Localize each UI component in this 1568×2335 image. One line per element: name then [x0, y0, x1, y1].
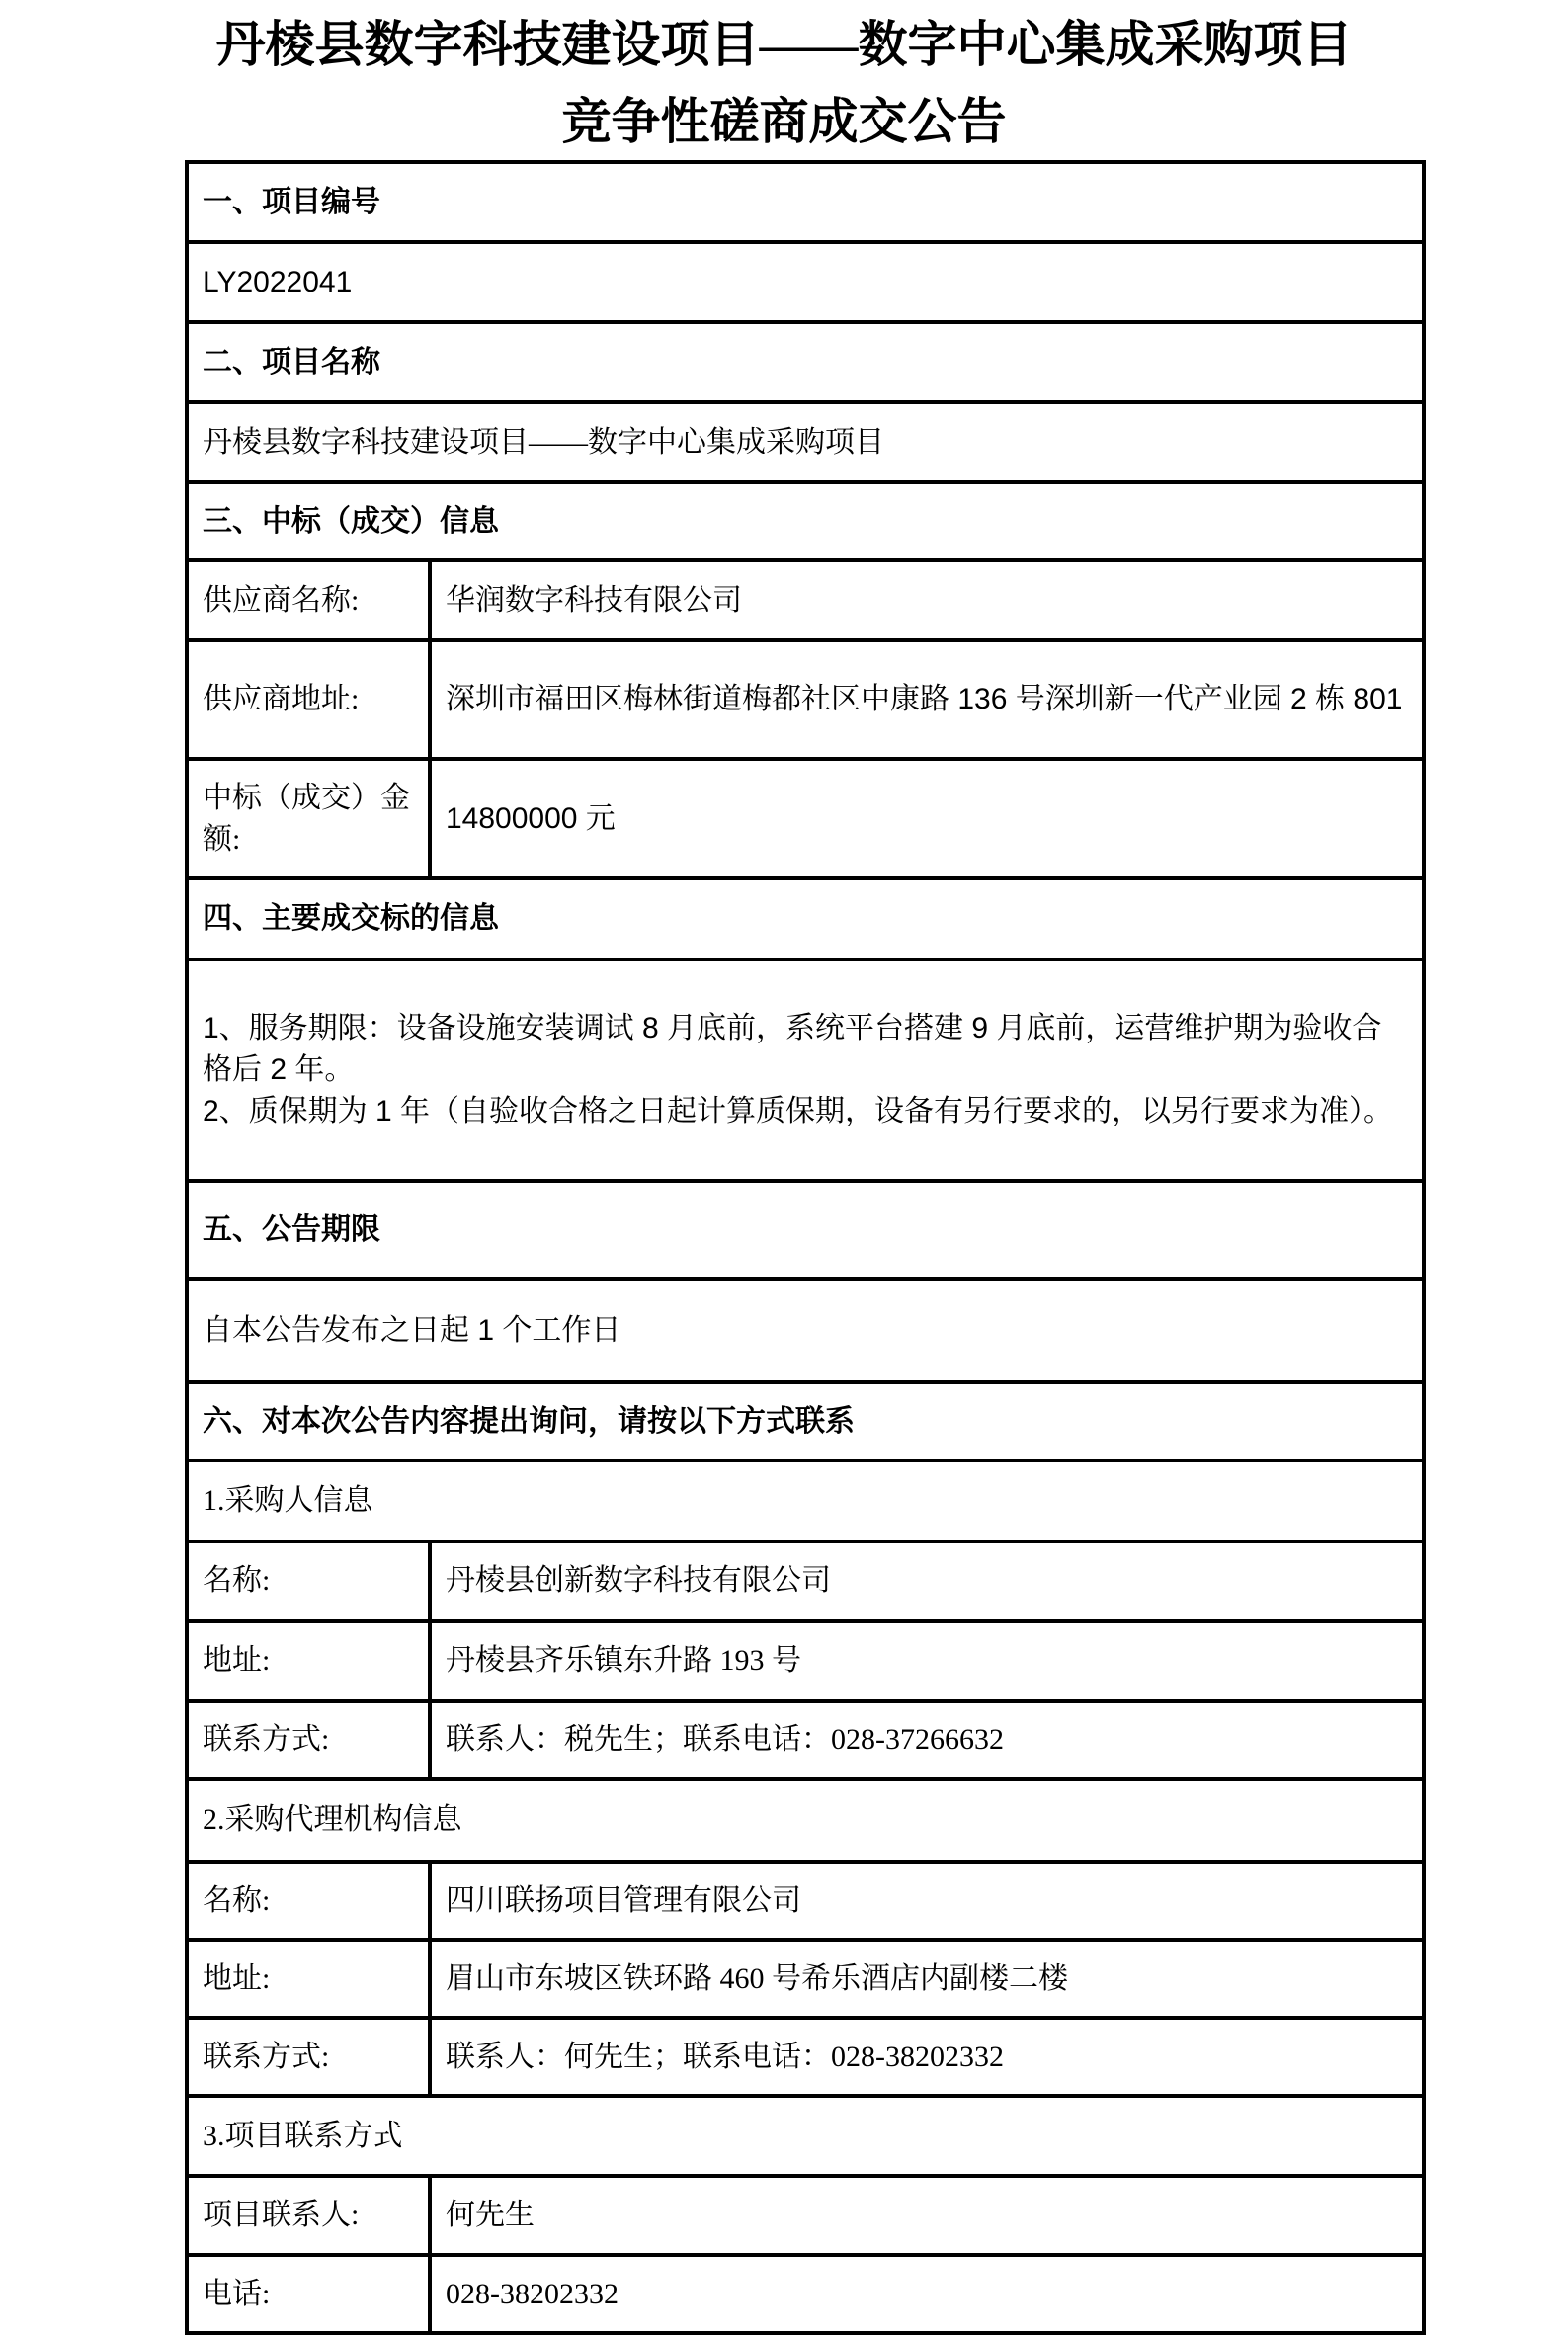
purchaser-address-label-cell: 地址: — [187, 1621, 430, 1701]
document-title-line1: 丹棱县数字科技建设项目——数字中心集成采购项目 — [215, 17, 1353, 72]
supplier-name-label-cell: 供应商名称: — [187, 560, 430, 640]
purchaser-name-label-cell: 名称: — [187, 1542, 430, 1621]
deal-info-cell — [187, 959, 1424, 1181]
document-title — [0, 0, 1568, 160]
table-row — [187, 1382, 1424, 1460]
purchaser-contact-value-cell: 联系人：税先生；联系电话：028-37266632 — [430, 1701, 1424, 1779]
announcement-period-cell: 自本公告发布之日起 1 个工作日 — [187, 1279, 1424, 1382]
table-row — [187, 1460, 1424, 1542]
section-4-header-cell: 四、主要成交标的信息 — [187, 878, 1424, 959]
project-contact-person-value-cell: 何先生 — [430, 2176, 1424, 2255]
table-row — [187, 1542, 1424, 1621]
section-3-header-cell: 三、中标（成交）信息 — [187, 482, 1424, 560]
table-row — [187, 1940, 1424, 2018]
project-number-cell: LY2022041 — [187, 242, 1424, 322]
table-row — [187, 2176, 1424, 2255]
agency-contact-value-cell: 联系人：何先生；联系电话：028-38202332 — [430, 2018, 1424, 2096]
table-row — [187, 1621, 1424, 1701]
section-5-header-cell: 五、公告期限 — [187, 1181, 1424, 1279]
table-row — [187, 759, 1424, 878]
section-1-header-cell: 一、项目编号 — [187, 162, 1424, 242]
table-row — [187, 640, 1424, 759]
agency-subheader-cell: 2.采购代理机构信息 — [187, 1779, 1424, 1862]
section-6-header-cell: 六、对本次公告内容提出询问，请按以下方式联系 — [187, 1382, 1424, 1460]
agency-contact-label-cell: 联系方式: — [187, 2018, 430, 2096]
warranty-paragraph: 2、质保期为 1 年（自验收合格之日起计算质保期，设备有另行要求的，以另行要求为准）。 — [203, 1095, 1394, 1127]
purchaser-contact-label-cell: 联系方式: — [187, 1701, 430, 1779]
table-row — [187, 1862, 1424, 1940]
award-amount-label-cell: 中标（成交）金额: — [187, 759, 430, 878]
project-contact-subheader-cell: 3.项目联系方式 — [187, 2096, 1424, 2176]
table-row — [187, 162, 1424, 242]
table-row — [187, 2096, 1424, 2176]
agency-name-label-cell: 名称: — [187, 1862, 430, 1940]
table-row — [187, 242, 1424, 322]
project-phone-value-cell: 028-38202332 — [430, 2255, 1424, 2333]
document-title-line2: 竞争性磋商成交公告 — [561, 94, 1007, 149]
project-phone-label-cell: 电话: — [187, 2255, 430, 2333]
agency-name-value-cell: 四川联扬项目管理有限公司 — [430, 1862, 1424, 1940]
table-row — [187, 959, 1424, 1181]
section-2-header-cell: 二、项目名称 — [187, 322, 1424, 402]
supplier-address-label-cell: 供应商地址: — [187, 640, 430, 759]
table-row — [187, 1181, 1424, 1279]
agency-address-value-cell: 眉山市东坡区铁环路 460 号希乐酒店内副楼二楼 — [430, 1940, 1424, 2018]
award-amount-value-cell: 14800000 元 — [430, 759, 1424, 878]
service-period-paragraph: 1、服务期限：设备设施安装调试 8 月底前，系统平台搭建 9 月底前，运营维护期为验收合格后 2 年。 — [203, 1012, 1382, 1086]
table-row — [187, 1779, 1424, 1862]
purchaser-address-value-cell: 丹棱县齐乐镇东升路 193 号 — [430, 1621, 1424, 1701]
table-row — [187, 878, 1424, 959]
table-row — [187, 482, 1424, 560]
announcement-table — [185, 160, 1426, 2335]
supplier-address-value-cell: 深圳市福田区梅林街道梅都社区中康路 136 号深圳新一代产业园 2 栋 801 — [430, 640, 1424, 759]
project-name-cell: 丹棱县数字科技建设项目——数字中心集成采购项目 — [187, 402, 1424, 482]
purchaser-subheader-cell: 1.采购人信息 — [187, 1460, 1424, 1542]
project-contact-person-label-cell: 项目联系人: — [187, 2176, 430, 2255]
table-row — [187, 2255, 1424, 2333]
purchaser-name-value-cell: 丹棱县创新数字科技有限公司 — [430, 1542, 1424, 1621]
table-row — [187, 1279, 1424, 1382]
table-row — [187, 402, 1424, 482]
agency-address-label-cell: 地址: — [187, 1940, 430, 2018]
supplier-name-value-cell: 华润数字科技有限公司 — [430, 560, 1424, 640]
table-row — [187, 1701, 1424, 1779]
table-row — [187, 322, 1424, 402]
table-row — [187, 2018, 1424, 2096]
table-row — [187, 560, 1424, 640]
